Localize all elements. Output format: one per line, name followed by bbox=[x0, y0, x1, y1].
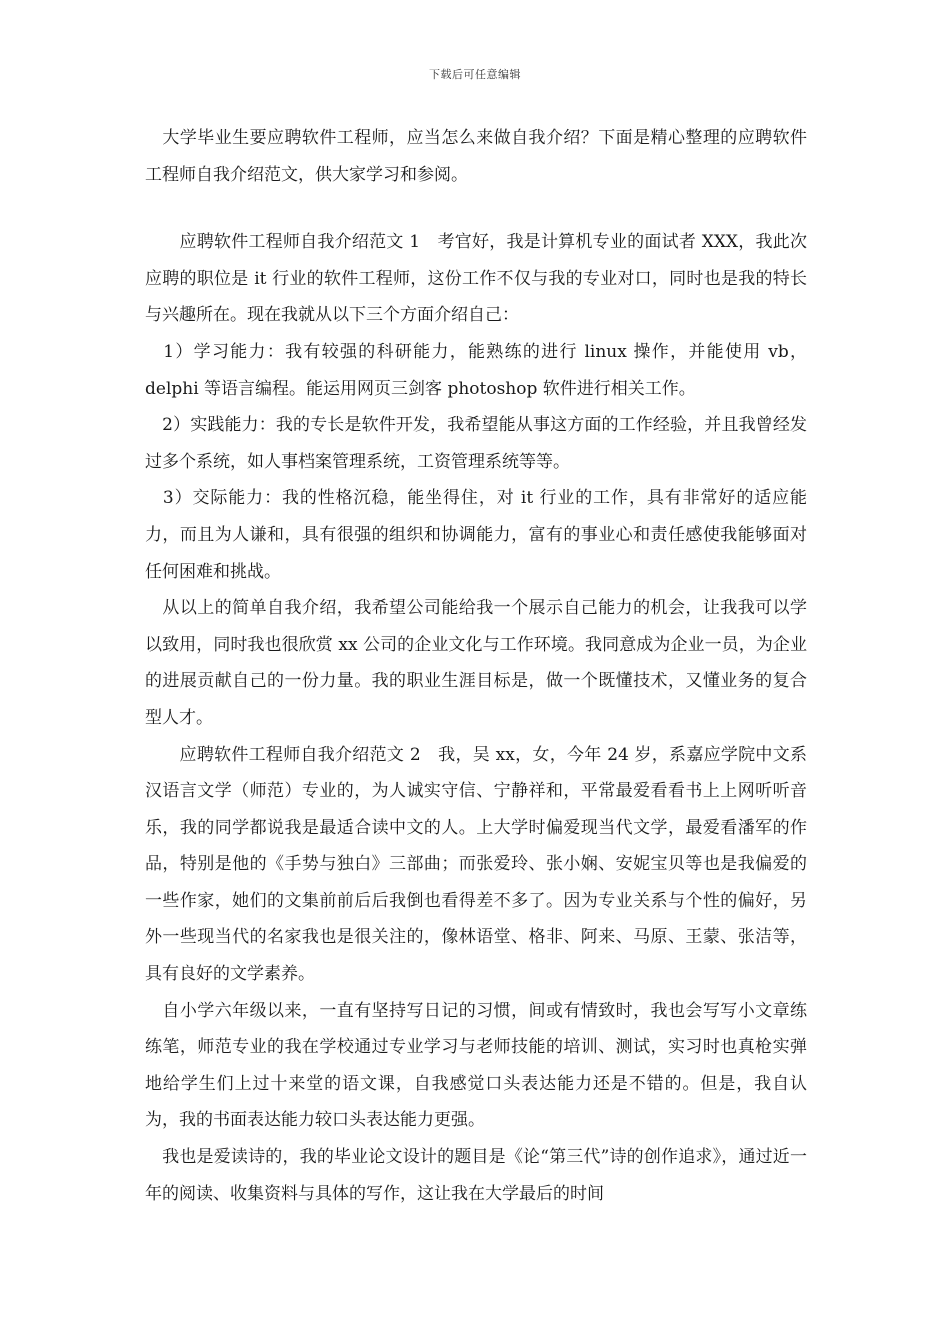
paragraph-gap bbox=[145, 193, 807, 224]
practice-ability-paragraph: 2）实践能力：我的专长是软件开发，我希望能从事这方面的工作经验，并且我曾经发过多个系统，如人事档案管理系统，工资管理系统等等。 bbox=[145, 415, 807, 472]
diary-writing-paragraph: 自小学六年级以来，一直有坚持写日记的习惯，间或有情致时，我也会写写小文章练练笔，师范专业的我在学校通过专业学习与老师技能的培训、测试，实习时也真枪实弹地给学生们上过十来堂的语文课，自我感觉口头表达能力还是不错的。但是，我自认为，我的书面表达能力较口头表达能力更强。 bbox=[145, 1000, 807, 1131]
sample-2-opening-paragraph: 应聘软件工程师自我介绍范文 2 我，吴 xx，女，今年 24 岁，系嘉应学院中文系汉语言文学（师范）专业的，为人诚实守信、宁静祥和，平常最爱看看书上上网听听音乐，我的同学都说我是最适合读中文的人。上大学时偏爱现当代文学，最爱看潘军的作品，特别是他的《手势与独白》三部曲；而张爱玲、张小娴、安妮宝贝等也是我偏爱的一些作家，她们的文集前前后后我倒也看得差不多了。因为专业关系与个性的偏好，另外一些现当代的名家我也是很关注的，像林语堂、格非、阿来、马原、王蒙、张洁等，具有良好的文学素养。 bbox=[145, 744, 807, 985]
learning-ability-paragraph: 1）学习能力：我有较强的科研能力，能熟练的进行 linux 操作，并能使用 vb，delphi 等语言编程。能运用网页三剑客 photoshop 软件进行相关工作。 bbox=[145, 341, 807, 399]
sample-1-closing-paragraph: 从以上的简单自我介绍，我希望公司能给我一个展示自己能力的机会，让我我可以学以致用，同时我也很欣赏 xx 公司的企业文化与工作环境。我同意成为企业一员，为企业的进展贡献自己的一份力量。我的职业生涯目标是，做一个既懂技术，又懂业务的复合型人才。 bbox=[145, 598, 807, 728]
header-note: 下载后可任意编辑 bbox=[429, 68, 521, 81]
poetry-thesis-paragraph: 我也是爱读诗的，我的毕业论文设计的题目是《论“第三代”诗的创作追求》，通过近一年的阅读、收集资料与具体的写作，这让我在大学最后的时间 bbox=[145, 1147, 807, 1204]
communication-ability-paragraph: 3）交际能力：我的性格沉稳，能坐得住，对 it 行业的工作，具有非常好的适应能力，而且为人谦和，具有很强的组织和协调能力，富有的事业心和责任感使我能够面对任何困难和挑战。 bbox=[145, 488, 807, 582]
document-body bbox=[145, 120, 807, 1212]
sample-1-opening-paragraph: 应聘软件工程师自我介绍范文 1 考官好，我是计算机专业的面试者 XXX，我此次应聘的职位是 it 行业的软件工程师，这份工作不仅与我的专业对口，同时也是我的特长与兴趣所在。现在我就从以下三个方面介绍自己： bbox=[145, 232, 807, 326]
intro-paragraph: 大学毕业生要应聘软件工程师，应当怎么来做自我介绍？下面是精心整理的应聘软件工程师自我介绍范文，供大家学习和参阅。 bbox=[145, 128, 807, 185]
